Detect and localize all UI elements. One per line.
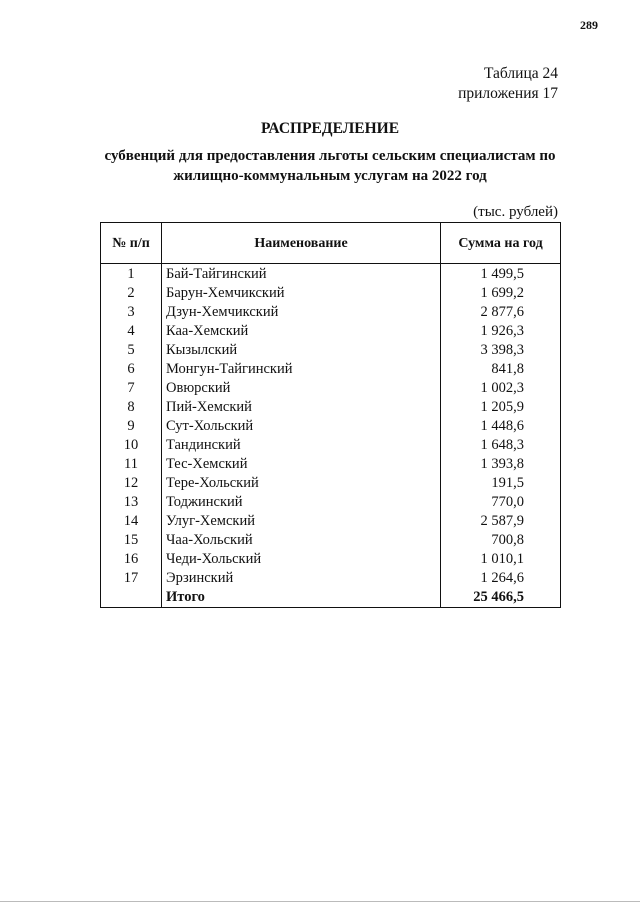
document-title: РАСПРЕДЕЛЕНИЕ bbox=[260, 120, 400, 137]
table-row bbox=[101, 360, 561, 379]
row-name: Сут-Хольский bbox=[162, 417, 441, 436]
row-number: 9 bbox=[101, 417, 162, 436]
row-name: Тес-Хемский bbox=[162, 455, 441, 474]
table-row bbox=[101, 455, 561, 474]
row-number: 8 bbox=[101, 398, 162, 417]
total-label: Итого bbox=[162, 588, 441, 608]
table-row bbox=[101, 398, 561, 417]
row-sum: 841,8 bbox=[441, 360, 561, 379]
row-sum: 3 398,3 bbox=[441, 341, 561, 360]
total-row bbox=[101, 588, 561, 608]
document-subtitle bbox=[0, 146, 640, 186]
row-name: Тере-Хольский bbox=[162, 474, 441, 493]
row-number: 7 bbox=[101, 379, 162, 398]
row-number: 14 bbox=[101, 512, 162, 531]
page-number: 289 bbox=[580, 18, 598, 32]
row-sum: 1 010,1 bbox=[441, 550, 561, 569]
header-name: Наименование bbox=[162, 223, 441, 264]
header-number: № п/п bbox=[101, 223, 162, 264]
table-row bbox=[101, 512, 561, 531]
table-reference bbox=[458, 64, 558, 104]
row-sum: 1 205,9 bbox=[441, 398, 561, 417]
table-row bbox=[101, 303, 561, 322]
table-row bbox=[101, 341, 561, 360]
row-sum: 700,8 bbox=[441, 531, 561, 550]
row-name: Овюрский bbox=[162, 379, 441, 398]
row-name: Чаа-Хольский bbox=[162, 531, 441, 550]
table-header-row bbox=[101, 223, 561, 264]
row-number: 6 bbox=[101, 360, 162, 379]
row-number: 3 bbox=[101, 303, 162, 322]
table-ref-line2: приложения 17 bbox=[458, 85, 558, 102]
table-row bbox=[101, 379, 561, 398]
row-sum: 2 877,6 bbox=[441, 303, 561, 322]
table-row bbox=[101, 531, 561, 550]
row-name: Кызылский bbox=[162, 341, 441, 360]
table-row bbox=[101, 569, 561, 588]
row-name: Пий-Хемский bbox=[162, 398, 441, 417]
subtitle-line2: жилищно-коммунальным услугам на 2022 год bbox=[173, 168, 487, 184]
table-body bbox=[101, 264, 561, 608]
table-row bbox=[101, 493, 561, 512]
row-name: Тоджинский bbox=[162, 493, 441, 512]
table-row bbox=[101, 284, 561, 303]
row-sum: 1 393,8 bbox=[441, 455, 561, 474]
row-number: 2 bbox=[101, 284, 162, 303]
page-edge-line bbox=[0, 901, 640, 902]
header-sum: Сумма на год bbox=[441, 223, 561, 264]
row-number: 11 bbox=[101, 455, 162, 474]
row-name: Улуг-Хемский bbox=[162, 512, 441, 531]
row-name: Барун-Хемчикский bbox=[162, 284, 441, 303]
row-number: 16 bbox=[101, 550, 162, 569]
distribution-table bbox=[100, 222, 561, 608]
row-number: 4 bbox=[101, 322, 162, 341]
row-name: Бай-Тайгинский bbox=[162, 264, 441, 285]
row-number: 1 bbox=[101, 264, 162, 285]
row-number: 10 bbox=[101, 436, 162, 455]
row-number: 5 bbox=[101, 341, 162, 360]
row-sum: 1 448,6 bbox=[441, 417, 561, 436]
row-name: Каа-Хемский bbox=[162, 322, 441, 341]
row-sum: 1 499,5 bbox=[441, 264, 561, 285]
row-sum: 2 587,9 bbox=[441, 512, 561, 531]
row-sum: 1 699,2 bbox=[441, 284, 561, 303]
row-number: 12 bbox=[101, 474, 162, 493]
unit-label: (тыс. рублей) bbox=[473, 204, 558, 220]
table-row bbox=[101, 417, 561, 436]
row-sum: 1 002,3 bbox=[441, 379, 561, 398]
table-ref-line1: Таблица 24 bbox=[483, 65, 558, 82]
row-number: 17 bbox=[101, 569, 162, 588]
row-number: 15 bbox=[101, 531, 162, 550]
row-sum: 770,0 bbox=[441, 493, 561, 512]
subtitle-line1: субвенций для предоставления льготы сельским специалистам по bbox=[104, 148, 556, 164]
total-sum: 25 466,5 bbox=[441, 588, 561, 608]
table-row bbox=[101, 322, 561, 341]
row-name: Чеди-Хольский bbox=[162, 550, 441, 569]
table-row bbox=[101, 550, 561, 569]
table-row bbox=[101, 264, 561, 285]
row-name: Дзун-Хемчикский bbox=[162, 303, 441, 322]
row-sum: 191,5 bbox=[441, 474, 561, 493]
total-number bbox=[101, 588, 162, 608]
row-name: Монгун-Тайгинский bbox=[162, 360, 441, 379]
row-sum: 1 926,3 bbox=[441, 322, 561, 341]
row-sum: 1 648,3 bbox=[441, 436, 561, 455]
table-row bbox=[101, 474, 561, 493]
row-sum: 1 264,6 bbox=[441, 569, 561, 588]
row-number: 13 bbox=[101, 493, 162, 512]
row-name: Эрзинский bbox=[162, 569, 441, 588]
row-name: Тандинский bbox=[162, 436, 441, 455]
table-row bbox=[101, 436, 561, 455]
